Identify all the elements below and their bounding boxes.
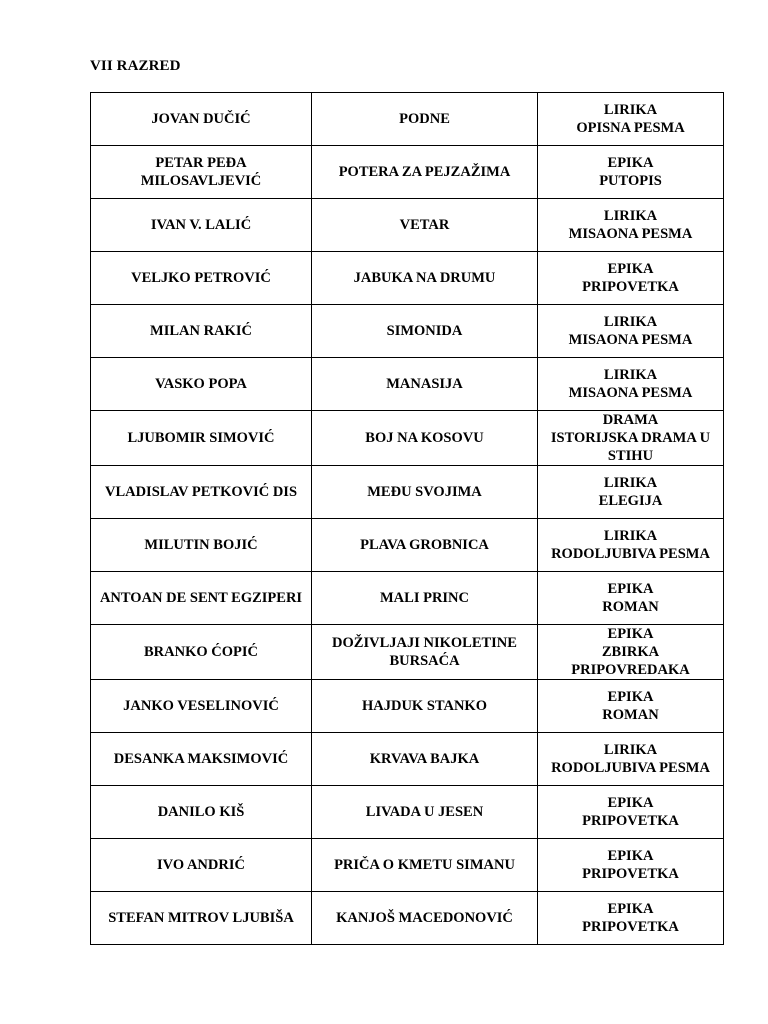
genre-type: EPIKA	[607, 689, 654, 705]
work-cell: VETAR	[312, 199, 538, 252]
author-cell: VLADISLAV PETKOVIĆ DIS	[91, 466, 312, 519]
table-row	[91, 839, 724, 892]
genre-cell	[538, 786, 724, 839]
genre-type: LIRIKA	[603, 367, 658, 383]
genre-cell	[538, 572, 724, 625]
table-row	[91, 252, 724, 305]
genre-type: LIRIKA	[603, 314, 658, 330]
genre-cell	[538, 466, 724, 519]
work-cell: PODNE	[312, 93, 538, 146]
genre-cell	[538, 733, 724, 786]
table-row	[91, 572, 724, 625]
genre-form: ISTORIJSKA DRAMA U STIHU	[550, 430, 711, 464]
genre-cell	[538, 305, 724, 358]
genre-type: LIRIKA	[603, 528, 658, 544]
genre-form: MISAONA PESMA	[568, 385, 693, 401]
author-cell: LJUBOMIR SIMOVIĆ	[91, 411, 312, 466]
genre-type: EPIKA	[607, 581, 654, 597]
author-cell: PETAR PEĐA MILOSAVLJEVIĆ	[91, 146, 312, 199]
author-cell: BRANKO ĆOPIĆ	[91, 625, 312, 680]
work-cell: BOJ NA KOSOVU	[312, 411, 538, 466]
table-row	[91, 466, 724, 519]
genre-form: RODOLJUBIVA PESMA	[551, 546, 710, 562]
table-row	[91, 733, 724, 786]
table-row	[91, 519, 724, 572]
genre-cell	[538, 146, 724, 199]
table-row	[91, 786, 724, 839]
genre-form: ZBIRKA PRIPOVREDAKA	[571, 644, 690, 678]
table-row	[91, 305, 724, 358]
author-cell: DESANKA MAKSIMOVIĆ	[91, 733, 312, 786]
genre-cell	[538, 680, 724, 733]
author-cell: DANILO KIŠ	[91, 786, 312, 839]
table-body	[91, 93, 724, 945]
genre-form: RODOLJUBIVA PESMA	[551, 760, 710, 776]
genre-form: OPISNA PESMA	[576, 120, 685, 136]
genre-type: EPIKA	[607, 155, 654, 171]
work-cell: MEĐU SVOJIMA	[312, 466, 538, 519]
author-cell: VELJKO PETROVIĆ	[91, 252, 312, 305]
author-cell: IVO ANDRIĆ	[91, 839, 312, 892]
work-cell: HAJDUK STANKO	[312, 680, 538, 733]
table-row	[91, 411, 724, 466]
genre-type: LIRIKA	[603, 475, 658, 491]
work-cell: KANJOŠ MACEDONOVIĆ	[312, 892, 538, 945]
literature-table	[90, 92, 724, 945]
page-title: VII RAZRED	[90, 58, 181, 74]
genre-type: LIRIKA	[603, 102, 658, 118]
genre-type: DRAMA	[602, 412, 659, 428]
genre-form: PUTOPIS	[599, 173, 662, 189]
author-cell: JOVAN DUČIĆ	[91, 93, 312, 146]
genre-type: EPIKA	[607, 261, 654, 277]
genre-form: PRIPOVETKA	[582, 279, 679, 295]
work-cell: POTERA ZA PEJZAŽIMA	[312, 146, 538, 199]
genre-cell	[538, 519, 724, 572]
author-cell: MILAN RAKIĆ	[91, 305, 312, 358]
work-cell: PRIČA O KMETU SIMANU	[312, 839, 538, 892]
genre-form: PRIPOVETKA	[582, 813, 679, 829]
genre-form: PRIPOVETKA	[582, 866, 679, 882]
genre-form: MISAONA PESMA	[568, 332, 693, 348]
genre-cell	[538, 93, 724, 146]
author-cell: JANKO VESELINOVIĆ	[91, 680, 312, 733]
author-cell: STEFAN MITROV LJUBIŠA	[91, 892, 312, 945]
work-cell: DOŽIVLJAJI NIKOLETINE BURSAĆA	[312, 625, 538, 680]
table-row	[91, 358, 724, 411]
work-cell: PLAVA GROBNICA	[312, 519, 538, 572]
work-cell: LIVADA U JESEN	[312, 786, 538, 839]
author-cell: VASKO POPA	[91, 358, 312, 411]
author-cell: IVAN V. LALIĆ	[91, 199, 312, 252]
work-cell: JABUKA NA DRUMU	[312, 252, 538, 305]
genre-form: ROMAN	[602, 707, 659, 723]
table-row	[91, 93, 724, 146]
genre-cell	[538, 358, 724, 411]
genre-form: ELEGIJA	[598, 493, 663, 509]
author-cell: ANTOAN DE SENT EGZIPERI	[91, 572, 312, 625]
genre-cell	[538, 411, 724, 466]
work-cell: SIMONIDA	[312, 305, 538, 358]
genre-cell	[538, 839, 724, 892]
genre-cell	[538, 252, 724, 305]
genre-type: LIRIKA	[603, 742, 658, 758]
table-row	[91, 625, 724, 680]
genre-type: LIRIKA	[603, 208, 658, 224]
genre-type: EPIKA	[607, 795, 654, 811]
genre-form: ROMAN	[602, 599, 659, 615]
table-row	[91, 199, 724, 252]
genre-cell	[538, 625, 724, 680]
table-row	[91, 146, 724, 199]
table-row	[91, 892, 724, 945]
genre-cell	[538, 199, 724, 252]
genre-type: EPIKA	[607, 626, 654, 642]
genre-form: MISAONA PESMA	[568, 226, 693, 242]
genre-type: EPIKA	[607, 901, 654, 917]
genre-form: PRIPOVETKA	[582, 919, 679, 935]
author-cell: MILUTIN BOJIĆ	[91, 519, 312, 572]
work-cell: MANASIJA	[312, 358, 538, 411]
genre-type: EPIKA	[607, 848, 654, 864]
work-cell: KRVAVA BAJKA	[312, 733, 538, 786]
table-row	[91, 680, 724, 733]
genre-cell	[538, 892, 724, 945]
work-cell: MALI PRINC	[312, 572, 538, 625]
